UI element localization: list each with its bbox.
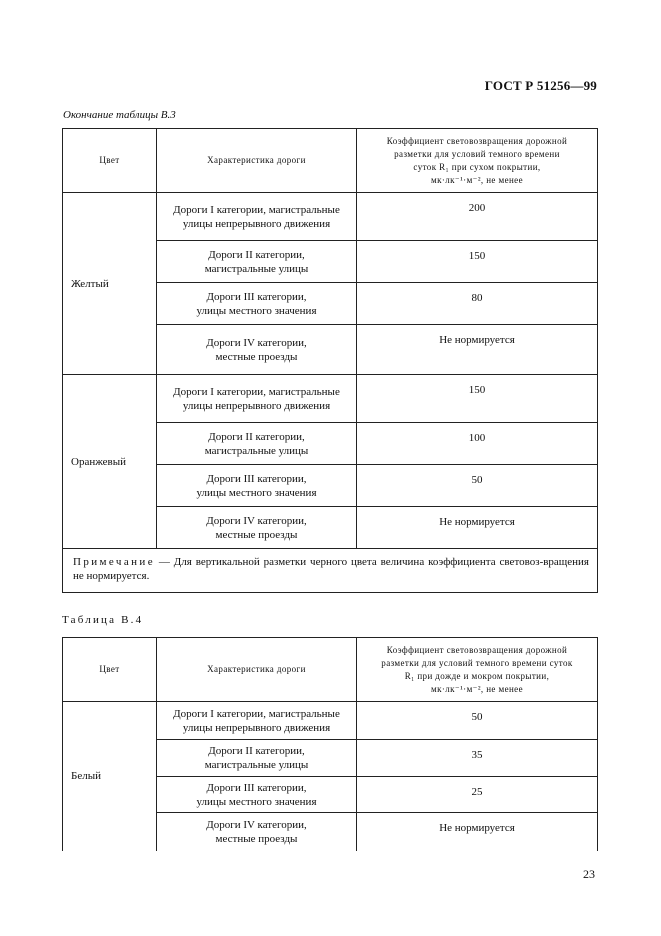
value-cell: 25 xyxy=(357,777,598,813)
value-cell: 100 xyxy=(357,423,598,465)
header-coefficient: Коэффициент световозвращения дорожной разметки для условий темного времени суток R₁ при дожде и мокром покрытии, мк·лк⁻¹·м⁻², не менее xyxy=(357,638,598,702)
header-road: Характеристика дороги xyxy=(157,638,357,702)
table-header-row xyxy=(63,129,598,193)
note-row xyxy=(63,549,598,593)
value-cell: 50 xyxy=(357,702,598,740)
header-color: Цвет xyxy=(63,129,157,193)
table-row xyxy=(63,193,598,241)
value-cell: Не нормируется xyxy=(357,325,598,375)
value-cell: Не нормируется xyxy=(357,507,598,549)
table-row xyxy=(63,375,598,423)
road-cell: Дороги IV категории, местные проезды xyxy=(157,813,357,851)
road-cell: Дороги II категории, магистральные улицы xyxy=(157,740,357,777)
note-text: — Для вертикальной разметки черного цвета величина коэффициента световоз-вращения не нормируется. xyxy=(73,556,589,582)
road-cell: Дороги I категории, магистральные улицы непрерывного движения xyxy=(157,702,357,740)
table-b3-caption: Окончание таблицы В.3 xyxy=(63,109,176,121)
header-coefficient: Коэффициент световозвращения дорожной разметки для условий темного времени суток R₁ при сухом покрытии, мк·лк⁻¹·м⁻², не менее xyxy=(357,129,598,193)
value-cell: 150 xyxy=(357,241,598,283)
table-b3 xyxy=(62,128,598,593)
road-cell: Дороги II категории, магистральные улицы xyxy=(157,423,357,465)
page-number: 23 xyxy=(583,867,595,881)
road-cell: Дороги III категории, улицы местного значения xyxy=(157,777,357,813)
header-color: Цвет xyxy=(63,638,157,702)
color-cell-white: Белый xyxy=(63,702,157,851)
road-cell: Дороги I категории, магистральные улицы непрерывного движения xyxy=(157,193,357,241)
value-cell: 200 xyxy=(357,193,598,241)
value-cell: 35 xyxy=(357,740,598,777)
value-cell: Не нормируется xyxy=(357,813,598,851)
road-cell: Дороги IV категории, местные проезды xyxy=(157,325,357,375)
road-cell: Дороги II категории, магистральные улицы xyxy=(157,241,357,283)
color-cell-yellow: Желтый xyxy=(63,193,157,375)
table-header-row xyxy=(63,638,598,702)
document-code: ГОСТ Р 51256—99 xyxy=(484,78,597,93)
road-cell: Дороги III категории, улицы местного значения xyxy=(157,465,357,507)
road-cell: Дороги III категории, улицы местного значения xyxy=(157,283,357,325)
table-b4 xyxy=(62,637,598,851)
color-cell-orange: Оранжевый xyxy=(63,375,157,549)
value-cell: 80 xyxy=(357,283,598,325)
road-cell: Дороги I категории, магистральные улицы непрерывного движения xyxy=(157,375,357,423)
header-road: Характеристика дороги xyxy=(157,129,357,193)
road-cell: Дороги IV категории, местные проезды xyxy=(157,507,357,549)
note-label: Примечание xyxy=(73,556,155,568)
table-row xyxy=(63,702,598,740)
value-cell: 150 xyxy=(357,375,598,423)
table-note xyxy=(63,549,598,593)
table-b4-caption: Таблица В.4 xyxy=(62,614,144,626)
value-cell: 50 xyxy=(357,465,598,507)
